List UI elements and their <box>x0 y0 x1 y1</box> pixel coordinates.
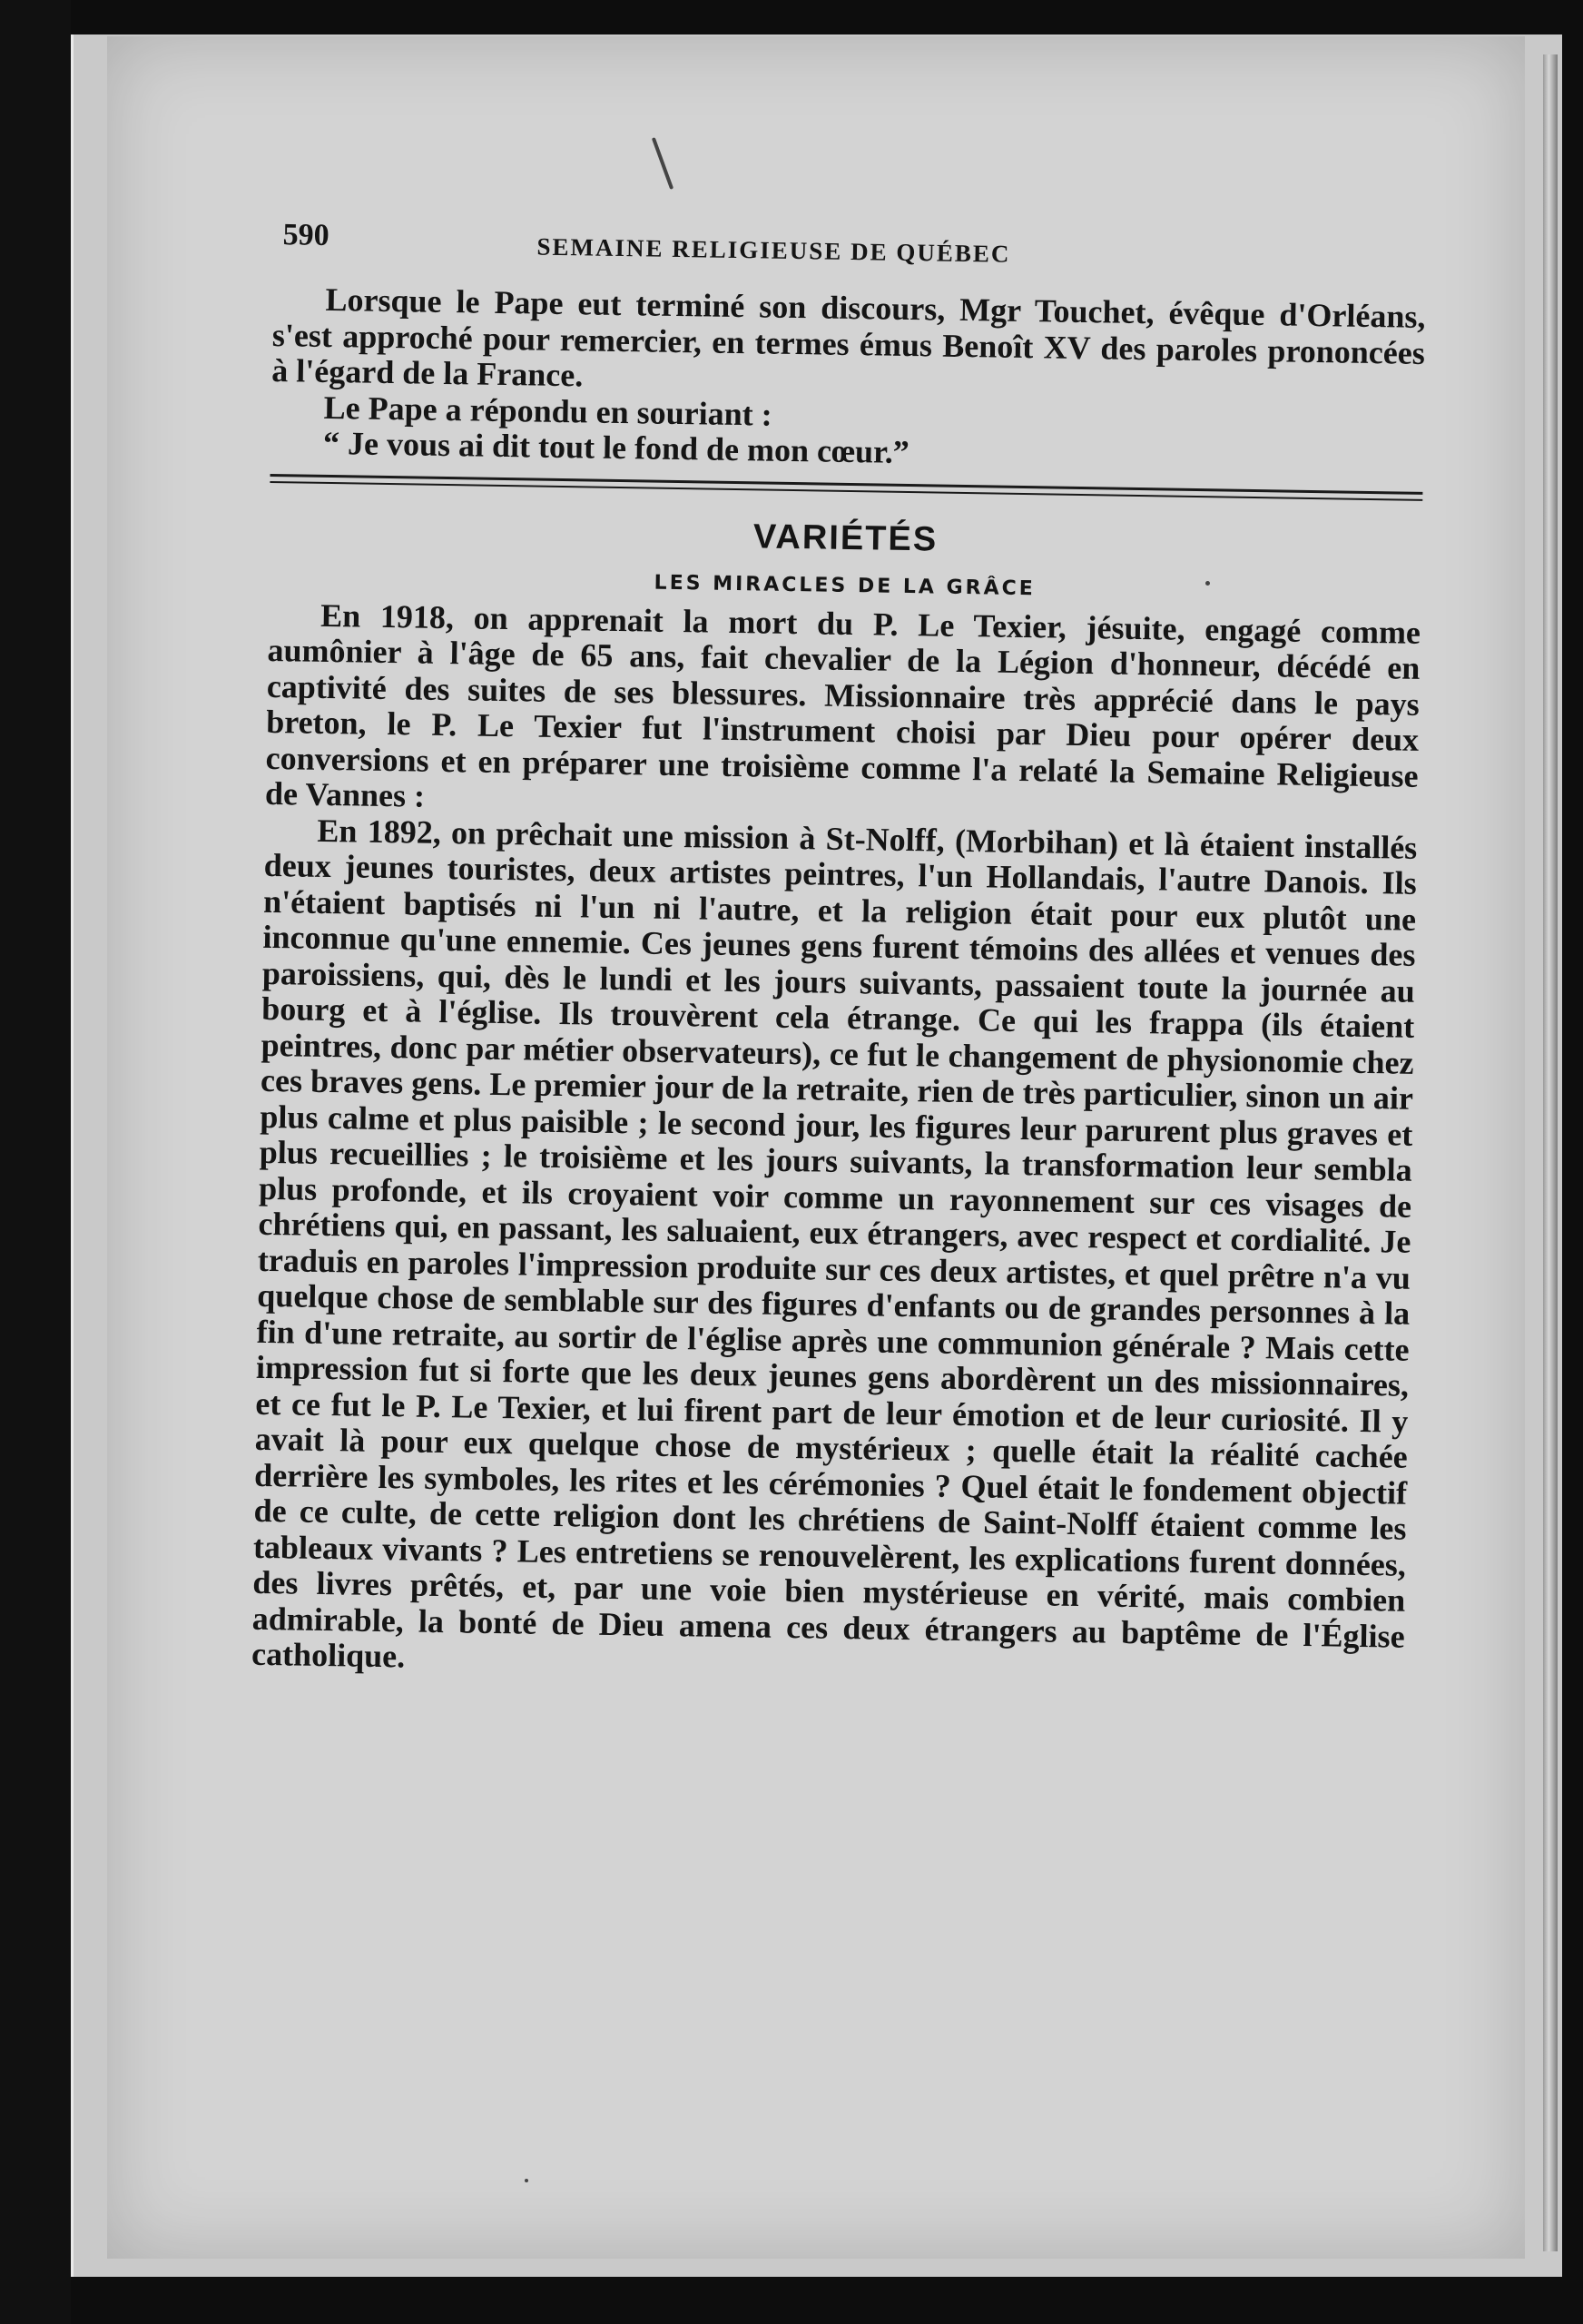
section-title: VARIÉTÉS <box>752 517 939 559</box>
dust-speck <box>1205 581 1210 586</box>
double-rule <box>270 473 1422 500</box>
scanned-page <box>107 36 1525 2259</box>
dust-speck <box>525 2179 528 2182</box>
intro-paragraph: Lorsque le Pape eut terminé son discours, Mgr Touchet, évêque d'Orléans, s'est approché pour remercier, en termes émus Benoît XV des paroles prononcées à l'égard de la France. <box>271 281 1426 394</box>
page-content <box>243 218 1427 2188</box>
film-border-left <box>0 0 71 2324</box>
intro-quote: “ Je vous ai dit tout le fond de mon cœur.” <box>322 424 910 471</box>
article-body <box>251 596 1421 1690</box>
intro-block <box>270 281 1426 478</box>
section-subtitle: LES MIRACLES DE LA GRÂCE <box>654 571 1036 600</box>
article-paragraph: En 1918, on apprenait la mort du P. Le Texier, jésuite, engagé comme aumônier à l'âge de 65 ans, fait chevalier de la Légion d'honneur, décédé en captivité des suites de ses blessures. Missionnaire très apprécié dans le pays breton, le P. Le Texier fut l'instrument choisi par Dieu pour opérer deux conversions et en préparer une troisième comme l'a relaté la Semaine Religieuse de Vannes : <box>264 596 1421 814</box>
page-number: 590 <box>282 218 329 252</box>
running-head: SEMAINE RELIGIEUSE DE QUÉBEC <box>536 232 1011 268</box>
article-paragraph: En 1892, on prêchait une mission à St-Nolff, (Morbihan) et là étaient installés deux jeunes touristes, deux artistes peintres, l'un Hollandais, l'autre Danois. Ils n'étaient baptisés ni l'un ni l'autre, et la religion était pour eux plutôt une inconnue qu'une ennemie. Ces jeunes gens furent témoins des allées et venues des paroissiens, qui, dès le lundi et les jours suivants, passaient toute la journée au bourg et à l'église. Ils trouvèrent cela étrange. Ce qui les frappa (ils étaient peintres, donc par métier observateurs), ce fut le changement de physionomie chez ces braves gens. Le premier jour de la retraite, rien de très particulier, sinon un air plus calme et plus paisible ; le second jour, les figures leur parurent plus graves et plus recueillies ; le troisième et les jours suivants, la transformation leur sembla plus profonde, et ils croyaient voir comme un rayonnement sur ces visages de chrétiens qui, en passant, les saluaient, eux étrangers, avec respect et cordialité. Je traduis en paroles l'impression produite sur ces deux artistes, et quel prêtre n'a vu quelque chose de semblable sur des figures d'enfants ou de grandes personnes à la fin d'une retraite, au sortir de l'église après une communion générale ? Mais cette impression fut si forte que les deux jeunes gens abordèrent un des missionnaires, et ce fut le P. Le Texier, et lui firent part de leur émotion et de leur curiosité. Il y avait là pour eux quelque chose de mystérieux ; quelle était la réalité cachée derrière les symboles, les rites et les cérémonies ? Quel était le fondement objectif de ce culte, de cette religion dont les chrétiens de Saint-Nolff étaient comme les tableaux vivants ? Les entretiens se renouvelèrent, les explications furent données, des livres prêtés, et, par une voie bien mystérieuse en vérité, mais combien admirable, la bonté de Dieu amena ces deux étrangers au baptême de l'Église catholique. <box>251 812 1418 1675</box>
dust-speck <box>652 137 674 190</box>
intro-paragraph: Le Pape a répondu en souriant : <box>323 389 773 433</box>
sheet-edge <box>1543 54 1558 2251</box>
